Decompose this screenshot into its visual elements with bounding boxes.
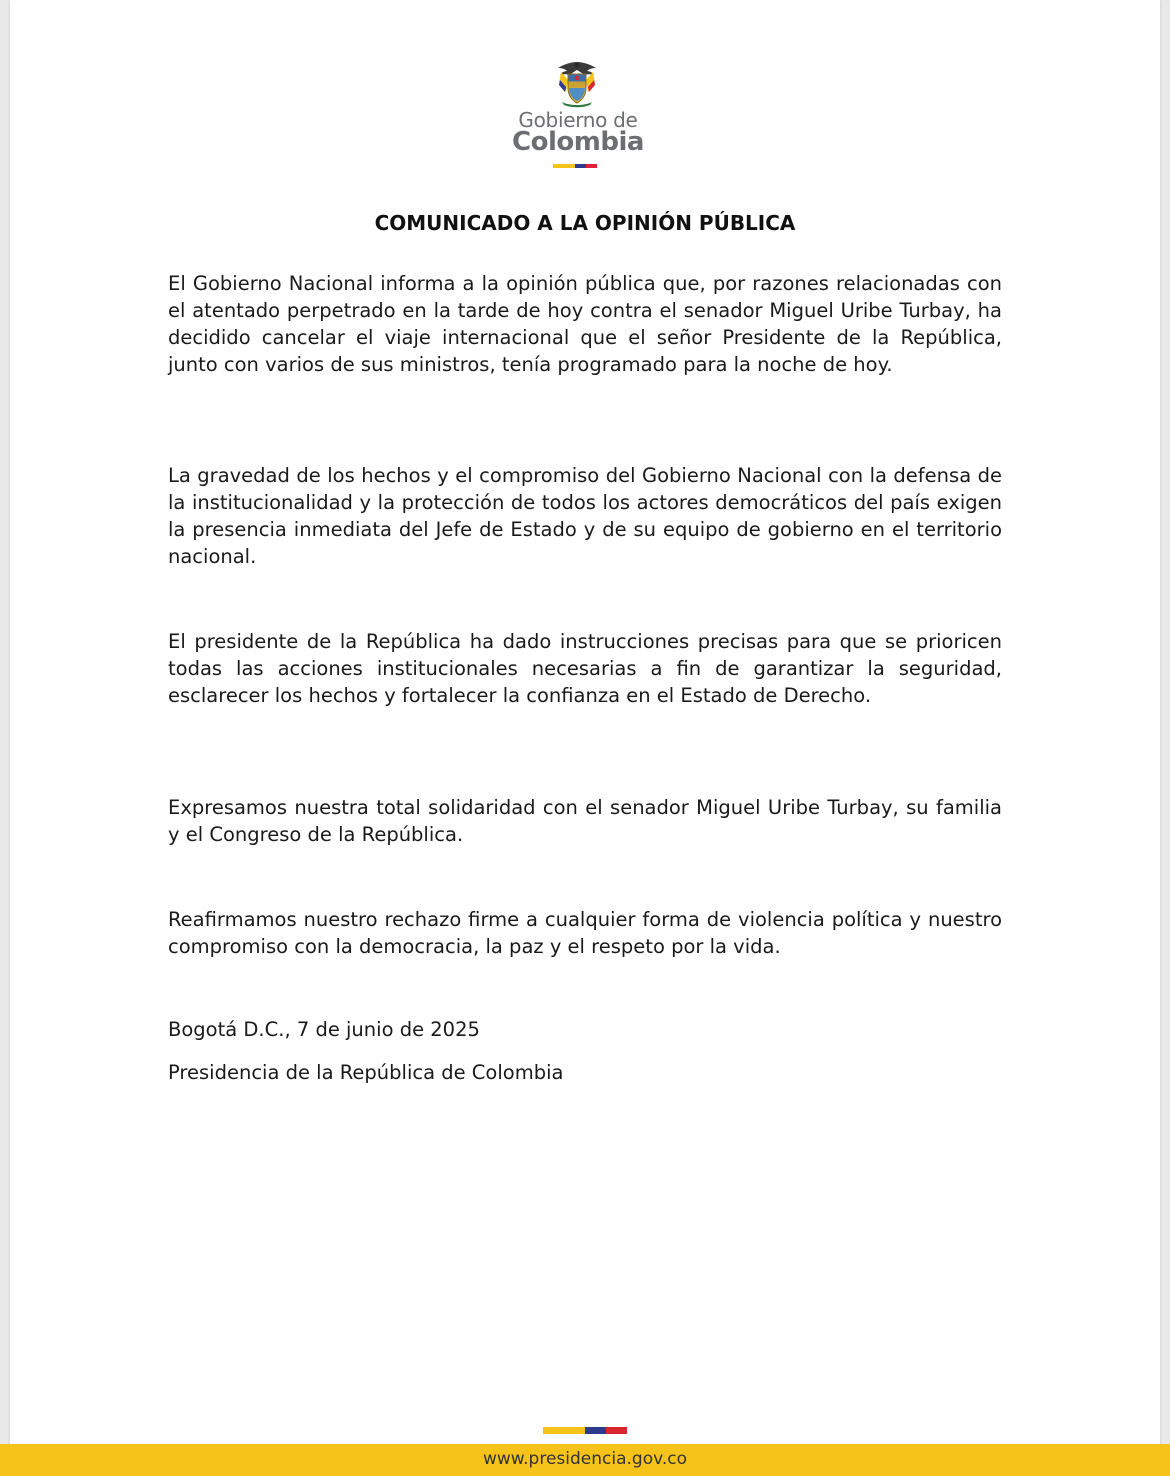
footer-band [0,1444,1170,1476]
gobierno-colombia-logo [505,58,645,170]
coat-of-arms-icon [552,58,602,108]
paragraph-5: Reafirmamos nuestro rechazo firme a cualquier forma de violencia política y nuestro compromiso con la democracia, la paz y el respeto por la vida. [168,908,1002,958]
footer-url: www.presidencia.gov.co [483,1449,687,1469]
logo-text-colombia: Colombia [512,127,644,157]
logo-text-gobierno: Gobierno de [518,108,638,132]
footer-flag-stripe [543,1427,627,1434]
paragraph-1: El Gobierno Nacional informa a la opinión pública que, por razones relacionadas con el atentado perpetrado en la tarde de hoy contra el senador Miguel Uribe Turbay, ha decidido cancelar el viaje internacional que el señor Presidente de la República, junto con varios de sus ministros, tenía programado para la noche de hoy. [168,272,1002,376]
signer: Presidencia de la República de Colombia [168,1061,564,1084]
paragraph-2: La gravedad de los hechos y el compromiso del Gobierno Nacional con la defensa de la institucionalidad y la protección de todos los actores democráticos del país exigen la presencia inmediata del Jefe de Estado y de su equipo de gobierno en el territorio nacional. [168,464,1002,568]
logo-flag-stripe [553,164,597,168]
paragraph-3: El presidente de la República ha dado instrucciones precisas para que se prioricen todas las acciones institucionales necesarias a fin de garantizar la seguridad, esclarecer los hechos y fortalecer la confianza en el Estado de Derecho. [168,630,1002,707]
document-title: COMUNICADO A LA OPINIÓN PÚBLICA [374,211,796,235]
place-date: Bogotá D.C., 7 de junio de 2025 [168,1018,480,1041]
paragraph-4: Expresamos nuestra total solidaridad con el senador Miguel Uribe Turbay, su familia y el Congreso de la República. [168,796,1002,846]
